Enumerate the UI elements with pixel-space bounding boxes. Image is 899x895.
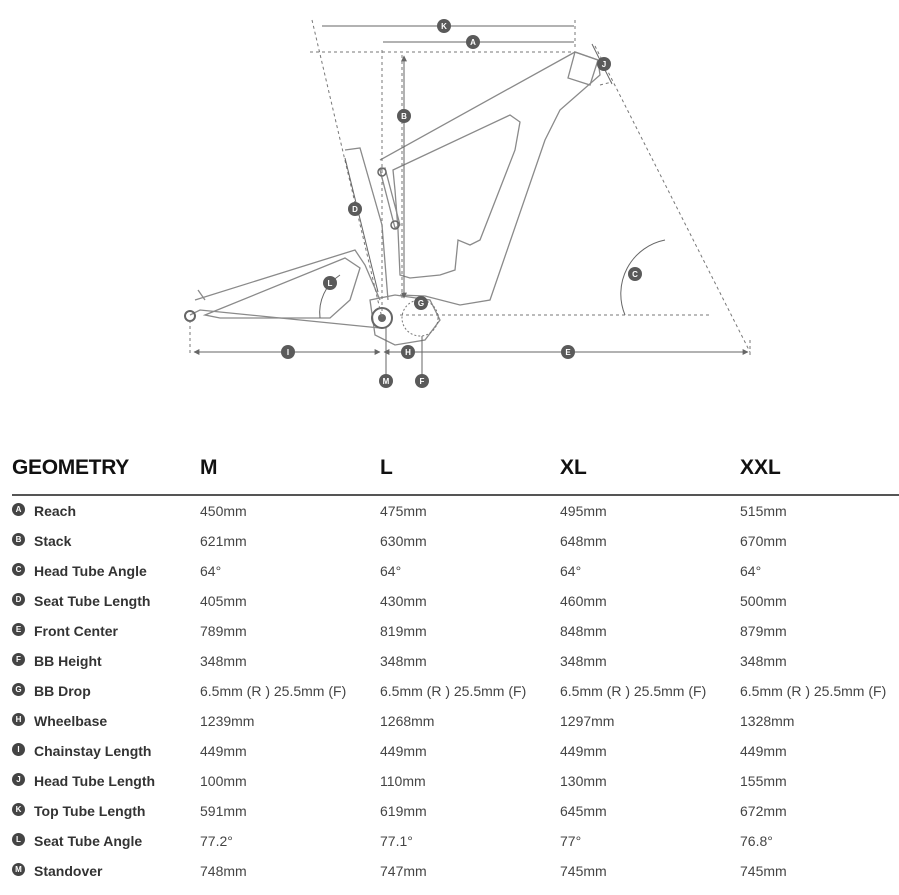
row-value: 1239mm [200, 713, 255, 729]
row-value: 747mm [380, 863, 427, 879]
svg-text:B: B [401, 112, 407, 121]
label-c [628, 267, 642, 281]
label-k [437, 19, 451, 33]
table-row [12, 646, 899, 676]
row-value: 449mm [560, 743, 607, 759]
row-label: Reach [34, 503, 77, 519]
row-value: 6.5mm (R ) 25.5mm (F) [380, 683, 527, 699]
row-label: Seat Tube Length [34, 593, 151, 609]
row-value: 430mm [380, 593, 427, 609]
row-value: 1328mm [740, 713, 795, 729]
row-badge: L [12, 833, 25, 846]
row-label: Front Center [34, 623, 118, 639]
row-badge: C [12, 563, 25, 576]
row-value: 348mm [560, 653, 607, 669]
row-value: 348mm [740, 653, 787, 669]
row-value: 819mm [380, 623, 427, 639]
svg-text:D: D [352, 205, 358, 214]
table-row [12, 706, 899, 736]
row-label: Top Tube Length [34, 803, 146, 819]
label-j [597, 57, 611, 71]
svg-text:K: K [441, 22, 447, 31]
table-row [12, 586, 899, 616]
row-value: 475mm [380, 503, 427, 519]
row-value: 449mm [380, 743, 427, 759]
table-row [12, 556, 899, 586]
label-m [379, 374, 393, 388]
label-l [323, 276, 337, 290]
label-h [401, 345, 415, 359]
row-value: 77.1° [380, 833, 413, 849]
row-label: Stack [34, 533, 72, 549]
svg-text:I: I [286, 348, 290, 357]
size-header-xl: XL [560, 456, 587, 479]
row-value: 619mm [380, 803, 427, 819]
label-g [414, 296, 428, 310]
row-value: 670mm [740, 533, 787, 549]
svg-text:C: C [632, 270, 638, 279]
size-header-m: M [200, 456, 218, 479]
geometry-lines [190, 20, 750, 356]
row-value: 348mm [380, 653, 427, 669]
table-row [12, 496, 899, 526]
row-value: 1297mm [560, 713, 615, 729]
row-label: Wheelbase [34, 713, 108, 729]
row-label: BB Drop [34, 683, 91, 699]
table-title: GEOMETRY [12, 456, 129, 479]
size-header-l: L [380, 456, 393, 479]
row-value: 155mm [740, 773, 787, 789]
label-a [466, 35, 480, 49]
label-f [415, 374, 429, 388]
geometry-table [12, 448, 899, 886]
row-value: 1268mm [380, 713, 435, 729]
row-value: 645mm [560, 803, 607, 819]
row-value: 515mm [740, 503, 787, 519]
row-badge: K [12, 803, 25, 816]
row-badge: G [12, 683, 25, 696]
row-value: 6.5mm (R ) 25.5mm (F) [560, 683, 707, 699]
row-value: 460mm [560, 593, 607, 609]
svg-text:F: F [419, 377, 425, 386]
row-badge: A [12, 503, 25, 516]
row-value: 500mm [740, 593, 787, 609]
row-value: 77.2° [200, 833, 233, 849]
row-label: BB Height [34, 653, 102, 669]
frame-outline [190, 52, 600, 345]
row-badge: M [12, 863, 25, 876]
row-label: Head Tube Angle [34, 563, 147, 579]
row-value: 648mm [560, 533, 607, 549]
label-i [281, 345, 295, 359]
size-header-xxl: XXL [740, 456, 781, 479]
svg-text:L: L [327, 279, 333, 288]
table-row [12, 796, 899, 826]
row-value: 64° [380, 563, 402, 579]
row-value: 130mm [560, 773, 607, 789]
table-row [12, 826, 899, 856]
row-value: 76.8° [740, 833, 773, 849]
row-value: 6.5mm (R ) 25.5mm (F) [740, 683, 887, 699]
row-value: 591mm [200, 803, 247, 819]
row-value: 879mm [740, 623, 787, 639]
row-label: Head Tube Length [34, 773, 156, 789]
row-value: 64° [560, 563, 582, 579]
table-row [12, 616, 899, 646]
table-row [12, 676, 899, 706]
row-value: 672mm [740, 803, 787, 819]
svg-text:H: H [405, 348, 411, 357]
svg-text:M: M [382, 377, 390, 386]
svg-text:A: A [470, 38, 476, 47]
svg-text:G: G [417, 299, 425, 308]
rear-axle [185, 311, 195, 321]
row-badge: B [12, 533, 25, 546]
row-value: 748mm [200, 863, 247, 879]
row-value: 450mm [200, 503, 247, 519]
row-label: Standover [34, 863, 103, 879]
row-badge: E [12, 623, 25, 636]
frame-geometry-diagram [0, 0, 899, 400]
table-row [12, 766, 899, 796]
label-e [561, 345, 575, 359]
row-value: 100mm [200, 773, 247, 789]
seat-tube-length-dimension [345, 158, 378, 292]
head-angle-arc [621, 240, 665, 315]
table-row [12, 526, 899, 556]
row-value: 630mm [380, 533, 427, 549]
row-badge: J [12, 773, 25, 786]
row-badge: I [12, 743, 25, 756]
row-value: 745mm [560, 863, 607, 879]
row-value: 6.5mm (R ) 25.5mm (F) [200, 683, 347, 699]
svg-text:E: E [565, 348, 571, 357]
row-value: 495mm [560, 503, 607, 519]
row-badge: F [12, 653, 25, 666]
row-value: 789mm [200, 623, 247, 639]
row-value: 745mm [740, 863, 787, 879]
label-d [348, 202, 362, 216]
table-header [12, 448, 899, 496]
row-value: 110mm [380, 773, 426, 789]
row-value: 449mm [200, 743, 247, 759]
table-row [12, 856, 899, 886]
row-value: 405mm [200, 593, 247, 609]
row-value: 64° [740, 563, 762, 579]
row-label: Chainstay Length [34, 743, 152, 759]
row-label: Seat Tube Angle [34, 833, 143, 849]
label-b [397, 109, 411, 123]
row-value: 64° [200, 563, 222, 579]
row-value: 348mm [200, 653, 247, 669]
row-badge: D [12, 593, 25, 606]
row-value: 77° [560, 833, 582, 849]
table-row [12, 736, 899, 766]
row-value: 621mm [200, 533, 247, 549]
row-value: 848mm [560, 623, 607, 639]
row-value: 449mm [740, 743, 787, 759]
row-badge: H [12, 713, 25, 726]
svg-text:J: J [601, 60, 607, 69]
